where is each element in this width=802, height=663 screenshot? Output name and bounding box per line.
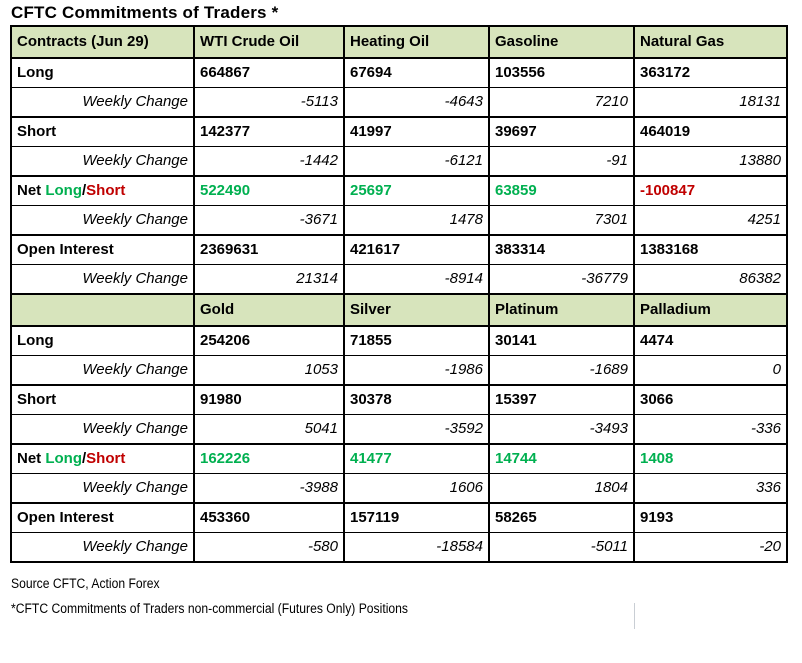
- net-value-cell: 1408: [634, 444, 787, 474]
- weekly-change-cell: -5113: [194, 88, 344, 118]
- footnote-text: *CFTC Commitments of Traders non-commercial (Futures Only) Positions: [11, 601, 409, 616]
- weekly-change-cell: -36779: [489, 265, 634, 295]
- weekly-change-cell: -3493: [489, 415, 634, 445]
- weekly-change-cell: -18584: [344, 533, 489, 563]
- value-cell: 67694: [344, 58, 489, 88]
- row-label-weekly-change: Weekly Change: [11, 356, 194, 386]
- table-row: [11, 206, 787, 236]
- net-label-part: /: [82, 450, 87, 467]
- weekly-change-cell: -3592: [344, 415, 489, 445]
- header-cell-contracts: Contracts (Jun 29): [11, 26, 194, 58]
- table-row: [11, 533, 787, 563]
- table-row: [11, 474, 787, 504]
- header-cell-gold: Gold: [194, 294, 344, 326]
- value-cell: 254206: [194, 326, 344, 356]
- weekly-change-cell: 21314: [194, 265, 344, 295]
- footnote: [11, 596, 802, 621]
- weekly-change-cell: 5041: [194, 415, 344, 445]
- row-label-weekly-change: Weekly Change: [11, 415, 194, 445]
- weekly-change-cell: 4251: [634, 206, 787, 236]
- value-cell: 30141: [489, 326, 634, 356]
- weekly-change-cell: -6121: [344, 147, 489, 177]
- page-title: CFTC Commitments of Traders *: [11, 3, 279, 22]
- table-row: [11, 88, 787, 118]
- table-row: [11, 503, 787, 533]
- value-cell: 383314: [489, 235, 634, 265]
- gridline-artifact: [634, 603, 635, 629]
- metals-header-row: [11, 294, 787, 326]
- table-row: [11, 415, 787, 445]
- weekly-change-cell: 1606: [344, 474, 489, 504]
- header-cell-palladium: Palladium: [634, 294, 787, 326]
- net-label-part-long: Long: [45, 182, 82, 199]
- weekly-change-cell: -5011: [489, 533, 634, 563]
- header-cell-silver: Silver: [344, 294, 489, 326]
- row-label-net-long-short: [11, 444, 194, 474]
- weekly-change-cell: -580: [194, 533, 344, 563]
- table-row: [11, 58, 787, 88]
- weekly-change-cell: -20: [634, 533, 787, 563]
- net-value-cell: 162226: [194, 444, 344, 474]
- row-label-short: Short: [11, 117, 194, 147]
- weekly-change-cell: 7210: [489, 88, 634, 118]
- table-row: [11, 235, 787, 265]
- net-value-cell: 25697: [344, 176, 489, 206]
- net-value-cell: 14744: [489, 444, 634, 474]
- weekly-change-cell: 1053: [194, 356, 344, 386]
- energy-header-row: [11, 26, 787, 58]
- row-label-weekly-change: Weekly Change: [11, 206, 194, 236]
- net-label-part-short: Short: [86, 450, 126, 467]
- value-cell: 1383168: [634, 235, 787, 265]
- table-row: [11, 444, 787, 474]
- weekly-change-cell: -1986: [344, 356, 489, 386]
- header-cell-natural-gas: Natural Gas: [634, 26, 787, 58]
- table-row: [11, 356, 787, 386]
- net-value-cell: -100847: [634, 176, 787, 206]
- row-label-weekly-change: Weekly Change: [11, 474, 194, 504]
- header-cell-platinum: Platinum: [489, 294, 634, 326]
- table-row: [11, 385, 787, 415]
- weekly-change-cell: 1804: [489, 474, 634, 504]
- row-label-net-long-short: [11, 176, 194, 206]
- weekly-change-cell: -91: [489, 147, 634, 177]
- net-value-cell: 522490: [194, 176, 344, 206]
- weekly-change-cell: -3671: [194, 206, 344, 236]
- table-row: [11, 326, 787, 356]
- table-row: [11, 147, 787, 177]
- table-row: [11, 117, 787, 147]
- header-cell-wti-crude-oil: WTI Crude Oil: [194, 26, 344, 58]
- value-cell: 91980: [194, 385, 344, 415]
- value-cell: 71855: [344, 326, 489, 356]
- weekly-change-cell: 336: [634, 474, 787, 504]
- weekly-change-cell: -336: [634, 415, 787, 445]
- weekly-change-cell: 18131: [634, 88, 787, 118]
- value-cell: 453360: [194, 503, 344, 533]
- value-cell: 157119: [344, 503, 489, 533]
- weekly-change-cell: 0: [634, 356, 787, 386]
- net-value-cell: 41477: [344, 444, 489, 474]
- row-label-weekly-change: Weekly Change: [11, 88, 194, 118]
- weekly-change-cell: 1478: [344, 206, 489, 236]
- row-label-open-interest: Open Interest: [11, 235, 194, 265]
- table-row: [11, 176, 787, 206]
- net-label-part-long: Long: [45, 450, 82, 467]
- source-note: [11, 571, 802, 596]
- net-label-part-short: Short: [86, 182, 126, 199]
- row-label-short: Short: [11, 385, 194, 415]
- weekly-change-cell: 7301: [489, 206, 634, 236]
- value-cell: 103556: [489, 58, 634, 88]
- cot-table: [10, 25, 788, 563]
- header-cell-heating-oil: Heating Oil: [344, 26, 489, 58]
- value-cell: 464019: [634, 117, 787, 147]
- value-cell: 30378: [344, 385, 489, 415]
- weekly-change-cell: -1442: [194, 147, 344, 177]
- value-cell: 664867: [194, 58, 344, 88]
- header-cell-gasoline: Gasoline: [489, 26, 634, 58]
- header-cell-blank: [11, 294, 194, 326]
- net-label-part: /: [82, 182, 87, 199]
- value-cell: 39697: [489, 117, 634, 147]
- weekly-change-cell: 13880: [634, 147, 787, 177]
- value-cell: 421617: [344, 235, 489, 265]
- value-cell: 3066: [634, 385, 787, 415]
- value-cell: 4474: [634, 326, 787, 356]
- weekly-change-cell: -8914: [344, 265, 489, 295]
- value-cell: 58265: [489, 503, 634, 533]
- table-row: [11, 265, 787, 295]
- source-note-text: Source CFTC, Action Forex: [11, 576, 160, 591]
- footer-notes: [11, 571, 802, 621]
- value-cell: 2369631: [194, 235, 344, 265]
- net-label-part: Net: [17, 182, 46, 199]
- row-label-weekly-change: Weekly Change: [11, 533, 194, 563]
- value-cell: 15397: [489, 385, 634, 415]
- row-label-weekly-change: Weekly Change: [11, 265, 194, 295]
- value-cell: 41997: [344, 117, 489, 147]
- value-cell: 9193: [634, 503, 787, 533]
- row-label-long: Long: [11, 326, 194, 356]
- weekly-change-cell: 86382: [634, 265, 787, 295]
- row-label-open-interest: Open Interest: [11, 503, 194, 533]
- weekly-change-cell: -3988: [194, 474, 344, 504]
- net-value-cell: 63859: [489, 176, 634, 206]
- weekly-change-cell: -4643: [344, 88, 489, 118]
- value-cell: 142377: [194, 117, 344, 147]
- net-label-part: Net: [17, 450, 46, 467]
- value-cell: 363172: [634, 58, 787, 88]
- row-label-weekly-change: Weekly Change: [11, 147, 194, 177]
- weekly-change-cell: -1689: [489, 356, 634, 386]
- row-label-long: Long: [11, 58, 194, 88]
